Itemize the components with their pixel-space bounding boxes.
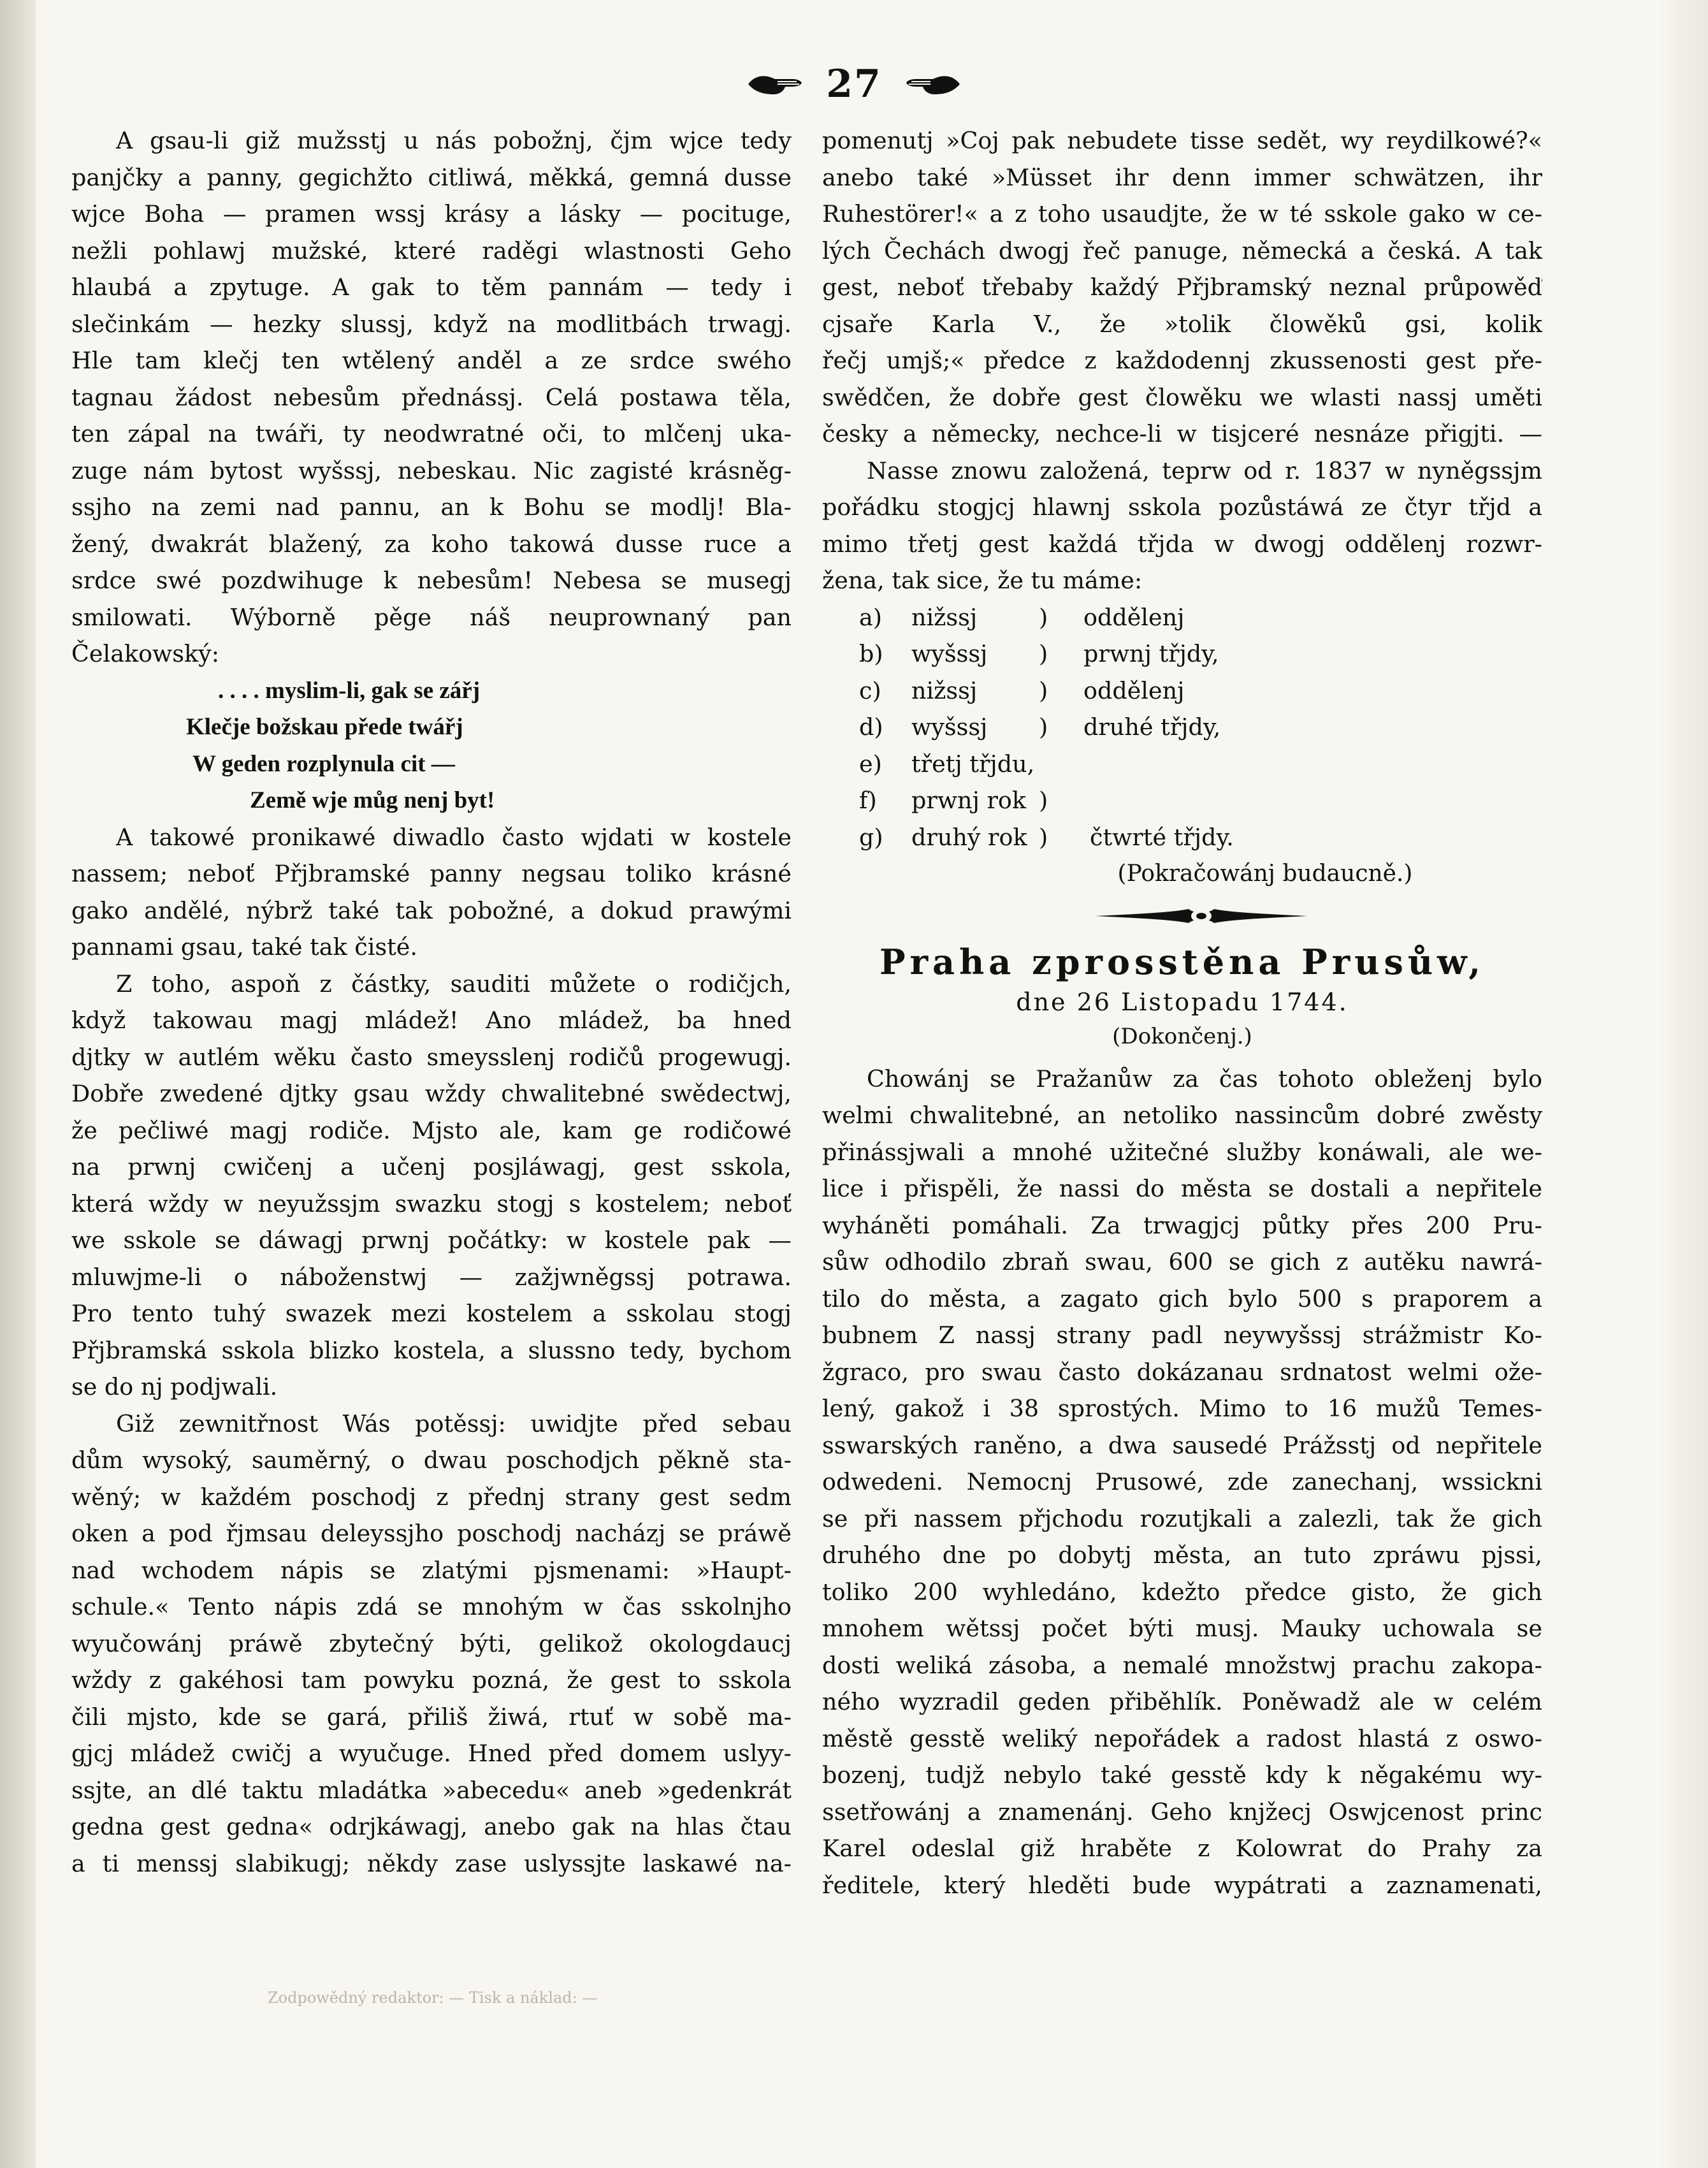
list-letter: g) (859, 823, 883, 851)
section-separator (822, 892, 1542, 940)
text-line: Dobře zwedené djtky gsau wždy chwalitebné swědectwj, (71, 1080, 792, 1107)
verse-line: Klečje božskau přede twářj (186, 714, 463, 740)
paragraph-3 (71, 966, 792, 1406)
text-line: přinássjwali a mnohé užitečné služby konáwali, ale we- (822, 1138, 1542, 1166)
text-line: ředitele, který hleděti bude wypátrati a zaznamenati, (822, 1871, 1542, 1899)
text-line: řečj umjš;« předce z každodennj zkussenosti gest pře- (822, 347, 1542, 374)
text-line: Pro tento tuhý swazek mezi kostelem a sskolau stogj (71, 1300, 792, 1327)
list-description: prwnj třjdy, (1083, 640, 1219, 667)
list-letter: f) (859, 787, 877, 814)
continuation-note: (Pokračowánj budaucně.) (1117, 861, 1413, 887)
ornamental-divider-icon (1093, 901, 1310, 931)
text-line: srdce swé pozdwihuge k nebesům! Nebesa se musegj (71, 567, 792, 594)
text-line: lých Čechách dwogj řeč panuge, německá a česká. A tak (822, 236, 1542, 265)
list-item (822, 746, 1542, 783)
right-column (822, 122, 1542, 1903)
list-ordinal: třetj třjdu, (911, 750, 1035, 778)
text-line: Hle tam klečj ten wtělený anděl a ze srdce swého (71, 347, 792, 374)
text-line: městě gesstě weliký nepořádek a radost hlastá z oswo- (822, 1724, 1542, 1752)
text-line: Karel odeslal giž hraběte z Kolowrat do Prahy za (822, 1835, 1542, 1862)
verse-line: W geden rozplynula cit — (192, 750, 455, 777)
verse-line: . . . . myslim-li, gak se zářj (218, 677, 481, 704)
list-ordinal: wyšssj (911, 713, 988, 741)
list-paren: ) (1039, 603, 1048, 631)
list-letter: a) (859, 603, 883, 631)
text-line: swědčen, že dobře gest člowěku we wlasti nassj uměti (822, 383, 1542, 411)
text-line: žgraco, pro swau často dokázanau srdnatost welmi ože- (822, 1358, 1542, 1386)
verse-quote (71, 673, 792, 819)
text-line: gedna gest gedna« odrjkáwagj, anebo gak na hlas čtau (71, 1813, 792, 1840)
text-line: dům wysoký, sauměrný, o dwau poschodjch pěkně sta- (71, 1446, 792, 1474)
text-line: pomenutj »Coj pak nebudete tisse sedět, wy reydilkowé?« (822, 127, 1542, 154)
list-item (822, 673, 1542, 709)
list-letter: c) (859, 676, 881, 704)
text-line: lice i přispěli, že nassi do města se dostali a nepřitele (822, 1175, 1542, 1202)
text-line: Chowánj se Pražanůw za čas tohoto obleženj bylo (867, 1065, 1542, 1093)
list-letter: d) (859, 713, 883, 741)
list-letter: e) (859, 750, 882, 778)
text-line: wyháněti pomáhali. Za trwagjcj půtky přes 200 Pru- (822, 1211, 1542, 1239)
list-ordinal: nižssj (911, 676, 978, 704)
text-line: A takowé pronikawé diwadlo často wjdati w kostele (116, 823, 792, 851)
text-line: bozenj, tudjž nebylo také gesstě kdy k něgakému wy- (822, 1761, 1542, 1789)
class-list (822, 599, 1542, 856)
text-line: tagnau žádost nebesům přednássj. Celá postawa těla, (71, 383, 792, 411)
left-column (71, 122, 792, 1882)
article-date: dne 26 Listopadu 1744. (1016, 987, 1349, 1016)
list-paren: ) (1039, 787, 1048, 814)
text-line: toliko 200 wyhledáno, kdežto předce gisto, že gich (822, 1578, 1542, 1606)
hand-ornament-right-icon (904, 70, 962, 98)
text-line: lený, gakož i 38 sprostých. Mimo to 16 mužů Temes- (822, 1395, 1542, 1422)
page-number: 27 (826, 62, 882, 106)
list-letter: b) (859, 640, 883, 667)
text-line: česky a německy, nechce-li w tisjceré nesnáze přigjti. — (822, 420, 1542, 447)
text-line: ného wyzradil geden přiběhlík. Poněwadž ale w celém (822, 1688, 1542, 1715)
text-line: mimo třetj gest každá třjda w dwogj oddělenj rozwr- (822, 530, 1542, 558)
text-line: wyučowánj práwě zbytečný býti, gelikož okologdaucj (71, 1629, 792, 1657)
text-line: se při nassem přjchodu rozutjkali a zalezli, tak že gich (822, 1504, 1542, 1532)
list-paren: ) (1039, 640, 1048, 667)
text-line: Čelakowský: (71, 640, 220, 667)
text-line: Ruhestörer!« a z toho usaudjte, že w té sskole gako w ce- (822, 200, 1542, 228)
article-status: (Dokončenj.) (1112, 1023, 1252, 1049)
text-line: wjce Boha — pramen wssj krásy a lásky — pocituge, (71, 200, 792, 228)
text-line: A gsau-li giž mužsstj u nás pobožnj, čjm wjce tedy (116, 127, 792, 154)
text-line: cjsaře Karla V., že »tolik člowěků gsi, kolik (822, 310, 1542, 338)
text-line: oken a pod řjmsau deleyssjho poschodj nacházj se práwě (71, 1520, 792, 1547)
list-paren: ) (1039, 823, 1048, 851)
text-line: sůw odhodilo zbraň swau, 600 se gich z autěku nawrá- (822, 1248, 1542, 1276)
list-description: oddělenj (1083, 676, 1185, 704)
list-description: čtwrté třjdy. (1090, 823, 1234, 851)
text-line: gako andělé, nýbrž také tak pobožné, a dokud prawými (71, 896, 792, 924)
faint-bleedthrough-imprint: Zodpowědný redaktor: — Tisk a náklad: — (268, 1989, 598, 2007)
text-line: která wždy w neyužssjm swazku stogj s kostelem; neboť (71, 1189, 792, 1218)
text-line: bubnem Z nassj strany padl neywyšssj strážmistr Ko- (822, 1321, 1542, 1349)
text-line: we sskole se dáwagj prwnj počátky: w kostele pak — (71, 1226, 792, 1254)
list-paren: ) (1039, 713, 1048, 741)
text-line: ssjho na zemi nad pannu, an k Bohu se modlj! Bla- (71, 493, 792, 521)
text-line: nad wchodem nápis se zlatými pjsmenami: »Haupt- (71, 1556, 792, 1584)
list-item (822, 709, 1542, 746)
text-line: hlaubá a zpytuge. A gak to těm pannám — tedy i (71, 273, 792, 301)
text-line: anebo také »Müsset ihr denn immer schwätzen, ihr (822, 163, 1542, 191)
text-line: djtky w autlém wěku často smeysslenj rodičů progewugj. (71, 1043, 792, 1071)
text-line: gest, neboť třebaby každý Přjbramský neznal průpowěď (822, 273, 1542, 301)
text-line: ssetřowánj a znamenánj. Geho knjžecj Oswjcenost princ (822, 1798, 1542, 1826)
list-description: oddělenj (1083, 603, 1185, 631)
list-ordinal: druhý rok (911, 823, 1027, 851)
list-item (822, 599, 1542, 636)
text-line: na prwnj cwičenj a učenj posjláwagj, gest sskola, (71, 1153, 792, 1181)
text-line: wěný; w každém poschodj z přednj strany gest sedm (71, 1483, 792, 1511)
text-line: dosti weliká zásoba, a nemalé množstwj prachu zakopa- (822, 1651, 1542, 1679)
text-line: smilowati. Wýborně pěge náš neuprownaný pan (71, 603, 792, 631)
article-body (822, 1061, 1542, 1904)
text-line: Nasse znowu založená, teprw od r. 1837 w nyněgssjm (867, 456, 1542, 484)
text-line: ten zápal na twáři, ty neodwratné oči, to mlčenj uka- (71, 420, 792, 447)
text-line: žený, dwakrát blažený, za koho takowá dusse ruce a (71, 530, 792, 558)
text-line: panjčky a panny, gegichžto citliwá, měkká, gemná dusse (71, 163, 792, 191)
list-ordinal: nižssj (911, 603, 978, 631)
text-line: welmi chwalitebné, an netoliko nassincům dobré zwěsty (822, 1102, 1542, 1129)
list-paren: ) (1039, 676, 1048, 704)
text-line: ssjte, an dlé taktu mladátka »abecedu« aneb »gedenkrát (71, 1776, 792, 1804)
text-line: tilo do města, a zagato gich bylo 500 s praporem a (822, 1284, 1542, 1313)
text-line: žena, tak sice, že tu máme: (822, 567, 1143, 594)
text-line: nassem; neboť Přjbramské panny negsau toliko krásné (71, 860, 792, 887)
paragraph-school (822, 122, 1542, 599)
text-line: druhého dne po dobytj města, an tuto zpráwu pjssi, (822, 1541, 1542, 1569)
paragraph-2 (71, 819, 792, 966)
text-line: odwedeni. Nemocnj Prusowé, zde zanechanj, wssickni (822, 1468, 1542, 1495)
text-line: zuge nám bytost wyšssj, nebeskau. Nic zagisté krásněg- (71, 456, 792, 484)
text-line: slečinkám — hezky slussj, když na modlitbách trwagj. (71, 310, 792, 338)
text-line: čili mjsto, kde se gará, přiliš žiwá, rtuť w sobě ma- (71, 1703, 792, 1731)
hand-ornament-left-icon (746, 70, 804, 98)
list-item (822, 636, 1542, 673)
text-line: pořádku stogjcj hlawnj sskola pozůstáwá ze čtyr třjd a (822, 493, 1542, 521)
text-line: Giž zewnitřnost Wás potěssj: uwidjte před sebau (116, 1409, 792, 1437)
page-header (0, 52, 1708, 116)
text-line: nežli pohlawj mužské, které raděgi wlastnosti Geho (71, 236, 792, 265)
list-item (822, 819, 1542, 856)
text-line: mnohem wětssj počet býti musj. Mauky uchowala se (822, 1615, 1542, 1642)
text-line: mluwjme-li o náboženstwj — zažjwněgssj potrawa. (71, 1263, 792, 1291)
page-binding-edge (0, 0, 36, 2168)
text-line: že pečliwé magj rodiče. Mjsto ale, kam ge rodičowé (71, 1116, 792, 1144)
list-description: druhé třjdy, (1083, 713, 1221, 741)
text-line: když takowau magj mládež! Ano mládež, ba hned (71, 1007, 792, 1034)
text-line: a ti menssj slabikugj; někdy zase uslyssjte laskawé na- (71, 1849, 792, 1877)
text-line: Z toho, aspoň z částky, sauditi můžete o rodičjch, (116, 970, 792, 998)
text-line: pannami gsau, také tak čisté. (71, 933, 417, 961)
verse-line: Země wje můg nenj byt! (250, 787, 495, 813)
list-ordinal: wyšssj (911, 640, 988, 667)
list-item (822, 782, 1542, 819)
paragraph-4 (71, 1406, 792, 1882)
text-line: gjcj mládež cwičj a wyučuge. Hned před domem uslyy- (71, 1740, 792, 1767)
text-line: schule.« Tento nápis zdá se mnohým w čas sskolnjho (71, 1593, 792, 1620)
text-line: se do nj podjwali. (71, 1373, 278, 1400)
article-title: Praha zprosstěna Prusůw, (879, 941, 1485, 982)
list-ordinal: prwnj rok (911, 787, 1027, 814)
text-line: Přjbramská sskola blizko kostela, a slussno tedy, bychom (71, 1336, 792, 1364)
text-line: wždy z gakéhosi tam powyku pozná, že gest to sskola (71, 1666, 792, 1694)
paragraph-1 (71, 122, 792, 673)
text-line: sswarských raněno, a dwa sausedé Prážsstj od nepřitele (822, 1431, 1542, 1459)
